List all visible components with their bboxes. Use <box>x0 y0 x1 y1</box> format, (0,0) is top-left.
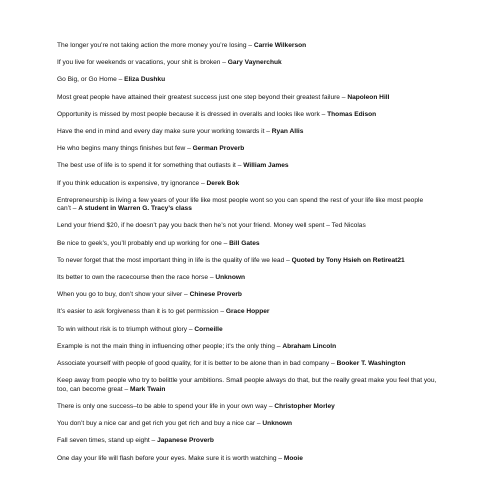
quote-author: Mark Twain <box>129 385 166 393</box>
quote-author: Carrie Wilkerson <box>253 42 307 49</box>
quote-text: The longer you’re not taking action the more money you’re losing – <box>57 42 254 49</box>
quote-author: Booker T. Washington <box>336 359 406 367</box>
quote-item <box>57 360 437 369</box>
quote-item <box>57 403 437 412</box>
quote-item <box>57 128 437 137</box>
quote-author: German Proverb <box>192 145 245 153</box>
quote-author: Unknown <box>262 420 293 428</box>
quote-author: Quoted by Tony Hsieh on Retireat21 <box>291 256 405 264</box>
quote-item <box>57 455 437 464</box>
quote-text: The best use of life is to spend it for something that outlasts it – <box>57 162 244 170</box>
quote-list <box>57 42 437 472</box>
quote-item <box>57 308 437 317</box>
quote-text: Associate yourself with people of good quality, for it is better to be alone than in bad company – <box>57 359 337 367</box>
quote-author: Thomas Edison <box>327 110 377 118</box>
quote-text: There is only one success–to be able to spend your life in your own way – <box>57 402 275 410</box>
quote-text: When you go to buy, don’t show your silver – <box>57 291 190 299</box>
quote-text: Have the end in mind and every day make sure your working towards it – <box>57 127 272 135</box>
quote-author: Christopher Morley <box>274 402 335 410</box>
quote-item <box>57 343 437 352</box>
quote-item <box>57 274 437 283</box>
quote-item <box>57 437 437 446</box>
quote-text: Lend your friend $20, if he doesn’t pay you back then he’s not your friend. Money well spent – <box>57 222 332 230</box>
quote-text: To never forget that the most important thing in life is the quality of life we lead – <box>57 256 292 264</box>
quote-text: Fall seven times, stand up eight – <box>57 437 158 445</box>
quote-author: Corneille <box>194 325 223 333</box>
quote-item <box>57 42 437 51</box>
quote-item <box>57 377 437 394</box>
quote-author: William James <box>243 162 289 170</box>
quote-author: Napoleon Hill <box>347 93 390 101</box>
quote-text: You don’t buy a nice car and get rich you get rich and buy a nice car – <box>57 420 263 428</box>
quote-author: Abraham Lincoln <box>282 342 337 350</box>
quote-text: Be nice to geek’s, you’ll probably end up working for one – <box>57 239 230 247</box>
quote-author: Grace Hopper <box>225 308 270 316</box>
quote-text: Opportunity is missed by most people because it is dressed in overalls and looks like work – <box>57 110 328 118</box>
quote-text: He who begins many things finishes but few – <box>57 145 193 153</box>
quote-author: Gary Vaynerchuk <box>227 59 282 67</box>
quote-text: Most great people have attained their greatest success just one step beyond their greatest failure – <box>57 93 348 101</box>
quote-author: Unknown <box>215 274 246 282</box>
quote-text: It’s easier to ask forgiveness than it is to get permission – <box>57 308 226 316</box>
quote-author: Derek Bok <box>206 179 240 187</box>
quote-author: Bill Gates <box>229 239 260 247</box>
quote-text: Its better to own the racecourse then the race horse – <box>57 274 216 282</box>
quote-text: Example is not the main thing in influencing other people; it’s the only thing – <box>57 342 283 350</box>
quote-text: One day your life will flash before your eyes. Make sure it is worth watching – <box>57 454 284 462</box>
quote-item <box>57 162 437 171</box>
quote-item <box>57 240 437 249</box>
quote-item <box>57 145 437 154</box>
quote-text: If you think education is expensive, try ignorance – <box>57 179 207 187</box>
quote-item <box>57 180 437 189</box>
quote-author: Mooie <box>283 454 303 462</box>
quote-author: Eliza Dushku <box>124 76 166 84</box>
quote-item <box>57 59 437 68</box>
quote-item <box>57 420 437 429</box>
quote-item <box>57 197 437 214</box>
quote-text: If you live for weekends or vacations, your shit is broken – <box>57 59 228 67</box>
quote-text: To win without risk is to triumph without glory – <box>57 325 195 333</box>
quote-item <box>57 222 437 231</box>
quote-author: A student in Warren G. Tracy’s class <box>78 205 192 213</box>
quote-item <box>57 257 437 266</box>
quote-author: Ted Nicolas <box>331 222 366 230</box>
quote-item <box>57 94 437 103</box>
quote-item <box>57 326 437 335</box>
quote-author: Ryan Allis <box>271 127 304 135</box>
quote-text: Go Big, or Go Home – <box>57 76 125 84</box>
quote-author: Chinese Proverb <box>189 291 242 299</box>
quote-author: Japanese Proverb <box>157 437 214 445</box>
quote-item <box>57 76 437 85</box>
quote-item <box>57 291 437 300</box>
quote-item <box>57 111 437 120</box>
quote-text: Entrepreneurship is living a few years of your life like most people wont so you can spend the rest of your life like most people can’t – <box>57 196 424 213</box>
quote-text: Keep away from people who try to belittle your ambitions. Small people always do that, but the really great make you feel that you, too, can become great – <box>57 377 437 393</box>
